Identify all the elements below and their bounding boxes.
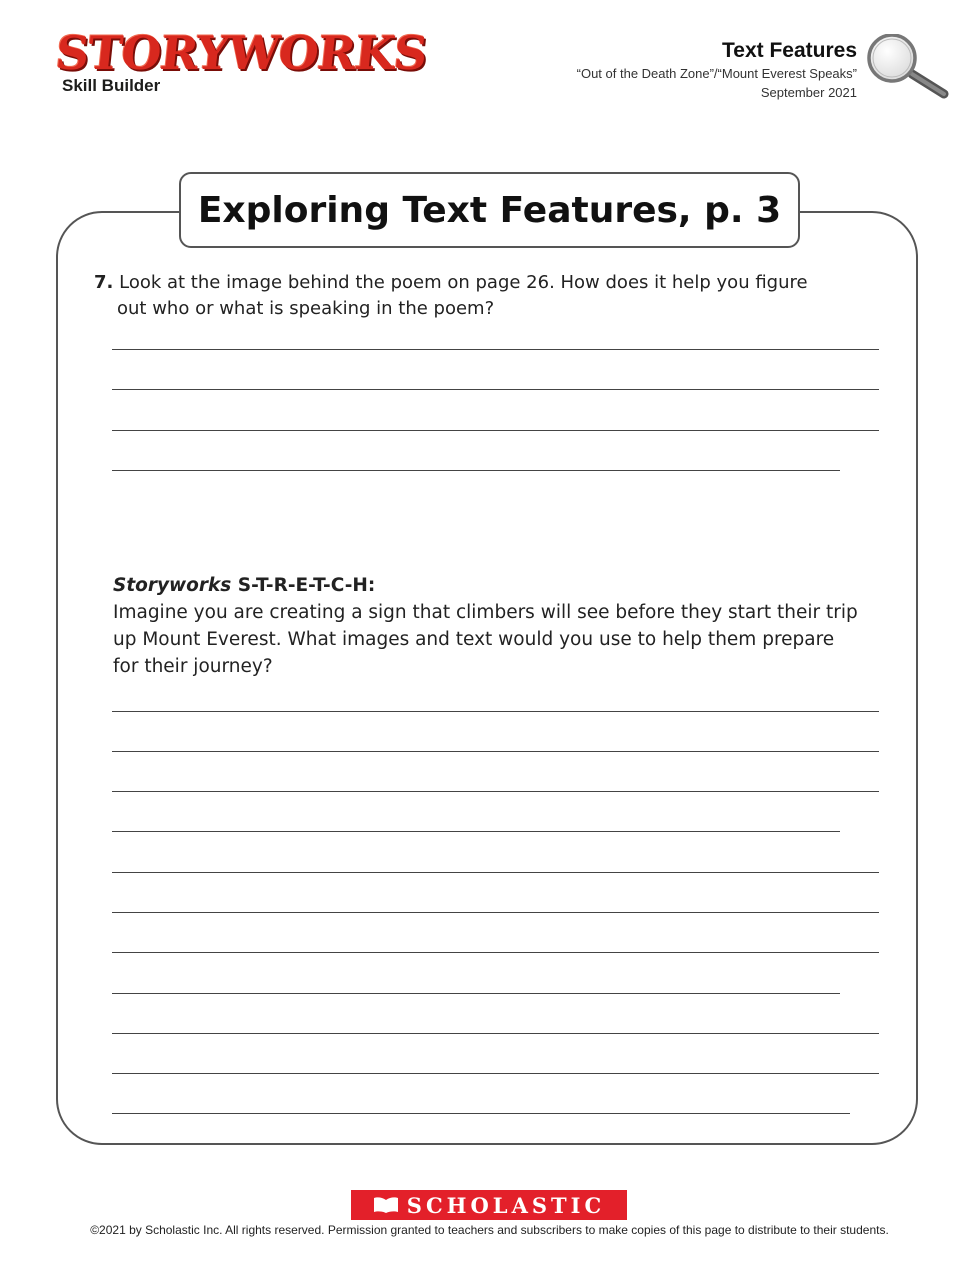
answer-line[interactable] [112, 791, 879, 792]
page-title: Exploring Text Features, p. 3 [197, 189, 782, 231]
answer-line[interactable] [112, 711, 879, 712]
question-number: 7. [94, 272, 114, 293]
answer-line[interactable] [112, 751, 879, 752]
article-titles: “Out of the Death Zone”/“Mount Everest Speaks” [576, 66, 857, 81]
answer-line[interactable] [112, 993, 840, 994]
skill-title: Text Features [722, 39, 857, 62]
answer-line[interactable] [112, 912, 879, 913]
answer-line[interactable] [112, 831, 840, 832]
scholastic-logo [351, 1190, 627, 1220]
stretch-prompt [113, 572, 893, 680]
answer-line[interactable] [112, 470, 840, 471]
stretch-heading [113, 572, 893, 599]
magnifying-glass-icon [862, 34, 952, 100]
answer-line[interactable] [112, 1113, 850, 1114]
question-text-line-1: Look at the image behind the poem on page 26. How does it help you figure [119, 272, 808, 293]
publisher-name: SCHOLASTIC [406, 1192, 606, 1218]
answer-line[interactable] [112, 389, 879, 390]
issue-date: September 2021 [760, 85, 857, 100]
answer-line[interactable] [112, 349, 879, 350]
stretch-text-line-1: Imagine you are creating a sign that climbers will see before they start their trip [113, 602, 858, 623]
question-7 [94, 270, 884, 322]
answer-line[interactable] [112, 1033, 879, 1034]
stretch-text-line-2: up Mount Everest. What images and text would you use to help them prepare [113, 629, 835, 650]
answer-line[interactable] [112, 430, 879, 431]
stretch-heading-label: S-T-R-E-T-C-H: [231, 575, 376, 596]
brand-subtitle: Skill Builder [62, 76, 161, 95]
question-text-line-2: out who or what is speaking in the poem? [117, 298, 495, 319]
title-box [179, 172, 800, 248]
storyworks-logo [53, 26, 430, 96]
brand-wordmark: STORYWORKS [53, 26, 430, 80]
open-book-icon [373, 1196, 399, 1214]
answer-line[interactable] [112, 872, 879, 873]
copyright-notice: ©2021 by Scholastic Inc. All rights reserved. Permission granted to teachers and subscribers to make copies of this page to distribute to their students. [90, 1223, 889, 1237]
skill-header [577, 38, 857, 102]
stretch-heading-brand: Storyworks [113, 575, 232, 596]
answer-line[interactable] [112, 952, 879, 953]
stretch-text-line-3: for their journey? [113, 656, 273, 677]
answer-line[interactable] [112, 1073, 879, 1074]
